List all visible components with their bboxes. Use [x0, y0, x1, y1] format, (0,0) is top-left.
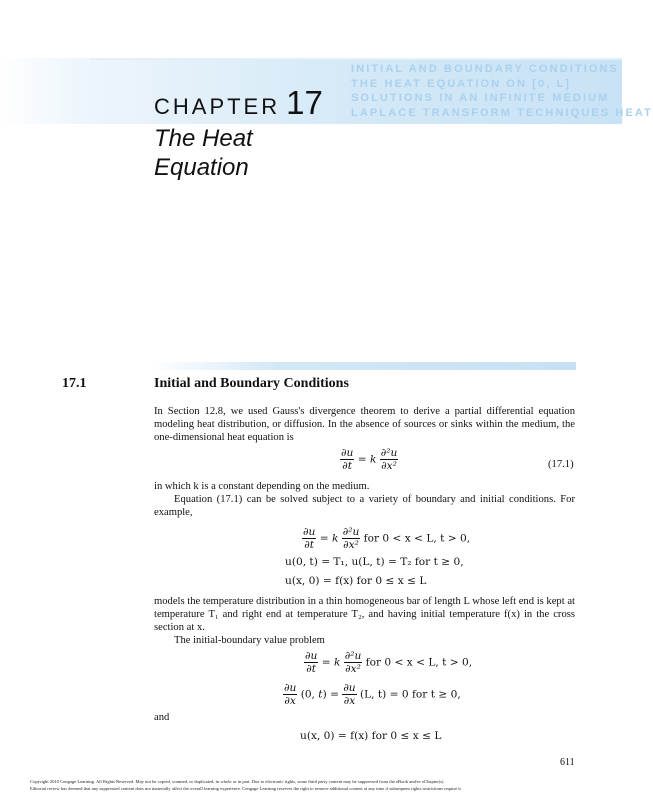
neumann-condition: $\frac{\partial u}{\partial x}$ (0, t) = $\frac{\partial u}{\partial x}$ (L, t) = 0 for t ≥ 0, — [284, 682, 461, 707]
paragraph: In Section 12.8, we used Gauss's divergence theorem to derive a partial differential equation modeling heat distribution, or diffusion. In the absence of sources or sinks within the medium, the one-dimensional heat equation is — [154, 406, 575, 444]
copyright-line: Editorial review has deemed that any suppressed content does not materially affect the overall learning experience. Cengage Learning reserves the right to remove additional content at any time if subsequent rights restrictions require it. — [30, 785, 462, 791]
copyright-line: Copyright 2010 Cengage Learning. All Rights Reserved. May not be copied, scanned, or duplicated, in whole or in part. Due to electronic rights, some third party content may be suppressed from the eBook and/or eChapter(s). — [30, 779, 445, 784]
section-divider — [150, 362, 576, 370]
topic-item: SOLUTIONS IN AN INFINITE MEDIUM — [351, 92, 610, 104]
section-title: Initial and Boundary Conditions — [154, 376, 349, 391]
header-band-line — [90, 58, 622, 60]
pde-condition: $\frac{\partial u}{\partial t}$ = k $\frac{\text{∂²u}}{\text{∂x²}}$ for 0 < x < L, t > 0, — [303, 526, 471, 551]
heat-equation: $\frac{\partial u}{\partial t}$ = k $\frac{\text{∂²u}}{\text{∂x²}}$ — [341, 447, 398, 472]
topic-item: LAPLACE TRANSFORM TECHNIQUES HEAT — [351, 106, 653, 119]
boundary-condition: u(0, t) = T₁, u(L, t) = T₂ for t ≥ 0, — [285, 556, 464, 568]
condition-text: (L, t) = 0 for t ≥ 0, — [360, 688, 461, 701]
chapter-title-line: Equation — [154, 154, 249, 181]
condition-text: for 0 < x < L, t > 0, — [365, 656, 473, 669]
paragraph: models the temperature distribution in a thin homogeneous bar of length L whose left end is kept at temperature T₁ and right end at temperature T₂, and having initial temperature f(x) in the cross section at x. — [154, 596, 575, 634]
paragraph: The initial-boundary value problem — [174, 635, 325, 646]
chapter-number: 17 — [286, 84, 323, 121]
initial-condition: u(x, 0) = f(x) for 0 ≤ x ≤ L — [285, 575, 427, 587]
pde-condition: $\frac{\partial u}{\partial t}$ = k $\frac{\text{∂²u}}{\text{∂x²}}$ for 0 < x < L, t > 0, — [305, 650, 473, 675]
topic-item: INITIAL AND BOUNDARY CONDITIONS — [351, 63, 619, 75]
chapter-title-line: The Heat — [154, 125, 253, 152]
paragraph: Equation (17.1) can be solved subject to a variety of boundary and initial conditions. For example, — [154, 494, 575, 519]
chapter-word: CHAPTER — [154, 94, 281, 119]
equation-label: (17.1) — [548, 459, 574, 470]
paragraph: in which k is a constant depending on the medium. — [154, 481, 370, 492]
copyright-notice — [30, 779, 595, 792]
page-number: 611 — [560, 757, 575, 768]
topic-item: THE HEAT EQUATION ON [0, L] — [351, 77, 572, 90]
section-number: 17.1 — [62, 376, 87, 391]
initial-condition: u(x, 0) = f(x) for 0 ≤ x ≤ L — [300, 730, 442, 742]
connector-word: and — [154, 712, 170, 723]
chapter-topics-list — [351, 62, 653, 120]
condition-text: for 0 < x < L, t > 0, — [363, 532, 471, 545]
chapter-title — [154, 124, 253, 182]
chapter-heading — [154, 84, 323, 122]
